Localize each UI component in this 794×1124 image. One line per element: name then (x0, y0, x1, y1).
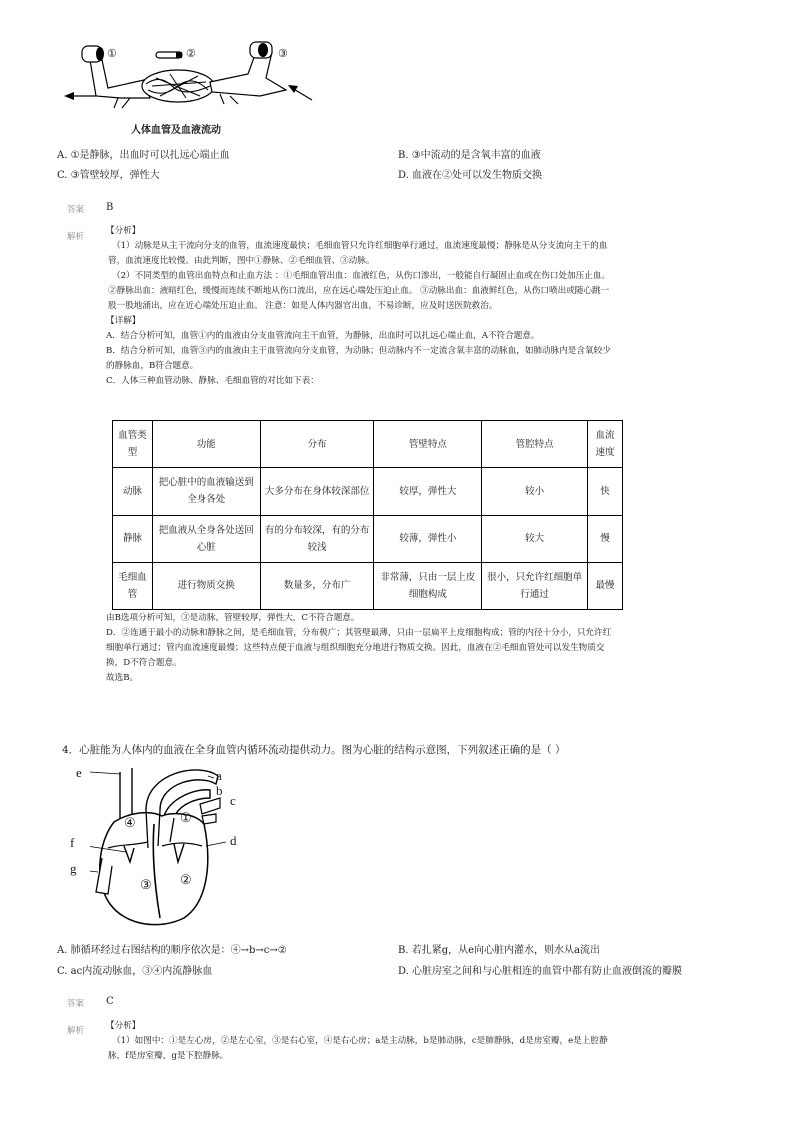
table-cell: 较薄，弹性小 (374, 515, 482, 562)
q4-option-a: A. 肺循环经过右图结构的顺序依次是：④→b→c→② (57, 945, 287, 956)
table-cell: 大多分布在身体较深部位 (260, 468, 374, 515)
heart-label-e: e (76, 765, 82, 780)
table-header: 功能 (152, 421, 260, 468)
q3-analysis-block (106, 224, 611, 389)
heart-label-a: a (216, 768, 222, 783)
table-header-row (113, 421, 623, 468)
q4-stem: 4．心脏能为人体内的血液在全身血管内循环流动提供动力。图为心脏的结构示意图，下列叙述正确的是（ ） (62, 744, 566, 756)
q4-option-c: C. ac内流动脉血，③④内流静脉血 (57, 966, 213, 977)
heart-label-3: ③ (140, 877, 152, 892)
heart-label-c: c (230, 793, 236, 808)
analysis-line: 脉，f是房室瓣，g是下腔静脉。 (108, 1051, 229, 1061)
q3-answer-label: 答案 (67, 205, 85, 215)
q4-option-b: B. 若扎紧g，从e向心脏内灌水，则水从a流出 (398, 945, 600, 956)
table-cell: 最慢 (588, 562, 623, 609)
analysis-line: 细胞单行通过；管内血流速度最慢；这些特点便于血液与组织细胞充分地进行物质交换。因此，血液在②毛细血管处可以发生物质交 (106, 643, 605, 653)
table-header: 管壁特点 (374, 421, 482, 468)
table-header: 分布 (260, 421, 374, 468)
table-cell: 慢 (588, 515, 623, 562)
heart-label-g: g (70, 861, 77, 876)
analysis-line: 管，血流速度比较慢。由此判断，图中①静脉、②毛细血管、③动脉。 (108, 256, 375, 266)
table-cell: 静脉 (113, 515, 153, 562)
q3-option-c: C. ③管壁较厚，弹性大 (57, 170, 160, 181)
heart-label-4: ④ (124, 815, 136, 830)
figure-caption: 人体血管及血液流动 (131, 125, 221, 136)
analysis-line: ②静脉出血：液暗红色，缓慢而连续不断地从伤口流出，应在远心端处压迫止血。 ③动脉出血：血液鲜红色，从伤口喷出或随心跳一 (108, 286, 610, 296)
q3-option-d: D. 血液在②处可以发生物质交换 (398, 170, 543, 181)
q3-option-b: B. ③中流动的是含氧丰富的血液 (398, 150, 541, 161)
analysis-line: 故选B。 (106, 673, 139, 683)
table-cell: 数量多，分布广 (260, 562, 374, 609)
analysis-line: 股一股地涌出，应在近心端处压迫止血。 注意：如是人体内器官出血，不易诊断，应及时送医院救治。 (108, 301, 498, 311)
analysis-line: 由B选项分析可知，③是动脉，管壁较厚，弹性大，C不符合题意。 (106, 613, 360, 623)
table-cell: 较小 (482, 468, 588, 515)
q3-option-a: A. ①是静脉，出血时可以扎远心端止血 (57, 150, 230, 161)
analysis-line: B．结合分析可知，血管③内的血液由主干血管流向分支血管，为动脉；但动脉内不一定流含氧丰富的动脉血，如肺动脉内是含氧较少 (106, 346, 611, 356)
table-header: 管腔特点 (482, 421, 588, 468)
vessel-mark-2: ② (186, 47, 196, 60)
table-cell: 快 (588, 468, 623, 515)
table-cell: 较大 (482, 515, 588, 562)
vessel-mark-1: ① (107, 47, 117, 60)
analysis-line: 【详解】 (106, 316, 141, 326)
analysis-line: （1）如图中：①是左心房，②是左心室，③是右心室，④是右心房；a是主动脉，b是肺动脉，c是肺静脉，d是房室瓣，e是上腔静 (112, 1036, 608, 1046)
table-cell: 非常薄，只由一层上皮细胞构成 (374, 562, 482, 609)
analysis-line: 的静脉血，B符合题意。 (106, 361, 199, 371)
heart-label-1: ① (180, 810, 192, 825)
q3-answer: B (106, 202, 114, 213)
q3-analysis-label: 解析 (67, 232, 85, 242)
analysis-line: 【分析】 (106, 1021, 141, 1031)
table-row (113, 468, 623, 515)
table-cell: 较厚，弹性大 (374, 468, 482, 515)
heart-label-d: d (230, 833, 237, 848)
heart-label-f: f (70, 835, 75, 850)
analysis-line: （1）动脉是从主干流向分支的血管，血流速度最快；毛细血管只允许红细胞单行通过，血流速度最慢；静脉是从分支流向主干的血 (112, 241, 608, 251)
heart-label-2: ② (180, 872, 192, 887)
q4-option-d: D. 心脏房室之间和与心脏相连的血管中都有防止血液倒流的瓣膜 (398, 966, 683, 977)
q4-analysis-label: 解析 (67, 1026, 85, 1036)
analysis-line: （2）不同类型的血管出血特点和止血方法 ：①毛细血管出血：血液红色，从伤口渗出，一般能自行凝固止血或在伤口处加压止血。 (112, 271, 611, 281)
analysis-line: 换，D不符合题意。 (106, 658, 182, 668)
table-cell: 把心脏中的血液输送到全身各处 (152, 468, 260, 515)
vessel-mark-3: ③ (278, 47, 288, 60)
table-cell: 毛细血管 (113, 562, 153, 609)
table-cell: 进行物质交换 (152, 562, 260, 609)
analysis-line: 【分析】 (106, 226, 141, 236)
heart-label-b: b (216, 783, 223, 798)
analysis-line: A．结合分析可知，血管①内的血液由分支血管流向主干血管，为静脉，出血时可以扎远心端止血，A不符合题意。 (106, 331, 540, 341)
table-cell: 把血液从全身各处送回心脏 (152, 515, 260, 562)
q4-answer: C (106, 996, 114, 1007)
table-header: 血流速度 (588, 421, 623, 468)
table-cell: 很小，只允许红细胞单行通过 (482, 562, 588, 609)
analysis-line: D．②连通于最小的动脉和静脉之间，是毛细血管，分布极广；其管壁最薄，只由一层扁平上皮细胞构成；管的内径十分小，只允许红 (106, 628, 612, 638)
table-row (113, 562, 623, 609)
analysis-line: C．人体三种血管动脉、静脉、毛细血管的对比如下表： (106, 376, 319, 386)
table-row (113, 515, 623, 562)
q4-answer-label: 答案 (67, 999, 85, 1009)
table-cell: 动脉 (113, 468, 153, 515)
vessel-comparison-table (112, 420, 623, 610)
q4-analysis-block (106, 1019, 608, 1064)
q3-after-table-block (106, 611, 611, 686)
table-cell: 有的分布较深，有的分布较浅 (260, 515, 374, 562)
table-header: 血管类型 (113, 421, 153, 468)
